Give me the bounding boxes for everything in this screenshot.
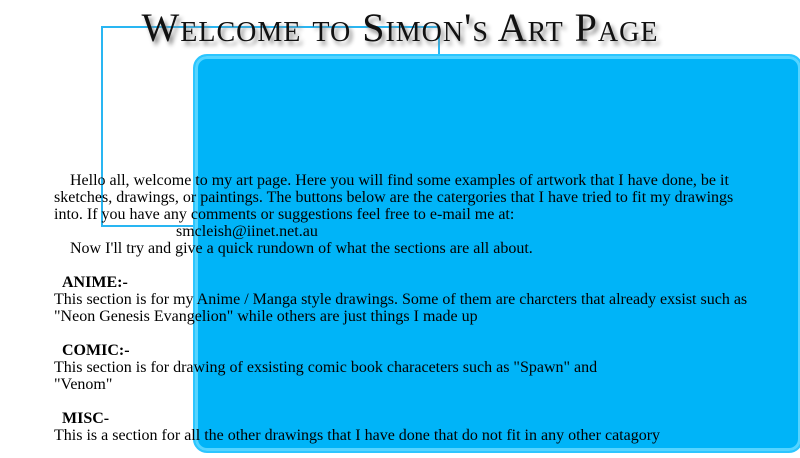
section-comic	[54, 342, 754, 393]
section-heading-anime: ANIME:-	[62, 274, 128, 291]
main-content	[54, 172, 754, 444]
section-text-misc: This is a section for all the other drawings that I have done that do not fit in any other catagory	[54, 427, 661, 444]
section-misc	[54, 410, 754, 444]
section-heading-comic: COMIC:-	[62, 342, 130, 359]
page-title: Welcome to Simon's Art Page	[141, 5, 659, 50]
section-text-comic: This section is for drawing of exsisting comic book characeters such as "Spawn" and "Venom"	[54, 359, 598, 393]
section-anime	[54, 274, 754, 325]
intro-paragraph: Hello all, welcome to my art page. Here you will find some examples of artwork that I have done, be it sketches, drawings, or paintings. The buttons below are the catergories that I have tried to fit my drawings into. If you have any comments or suggestions feel free to e-mail me at:	[54, 172, 734, 223]
section-heading-misc: MISC-	[62, 410, 110, 427]
email-address: smcleish@iinet.net.au	[176, 223, 318, 240]
section-text-anime: This section is for my Anime / Manga style drawings. Some of them are charcters that already exsist such as "Neon Genesis Evangelion" while others are just things I made up	[54, 291, 748, 325]
rundown-text: Now I'll try and give a quick rundown of what the sections are all about.	[70, 240, 533, 257]
